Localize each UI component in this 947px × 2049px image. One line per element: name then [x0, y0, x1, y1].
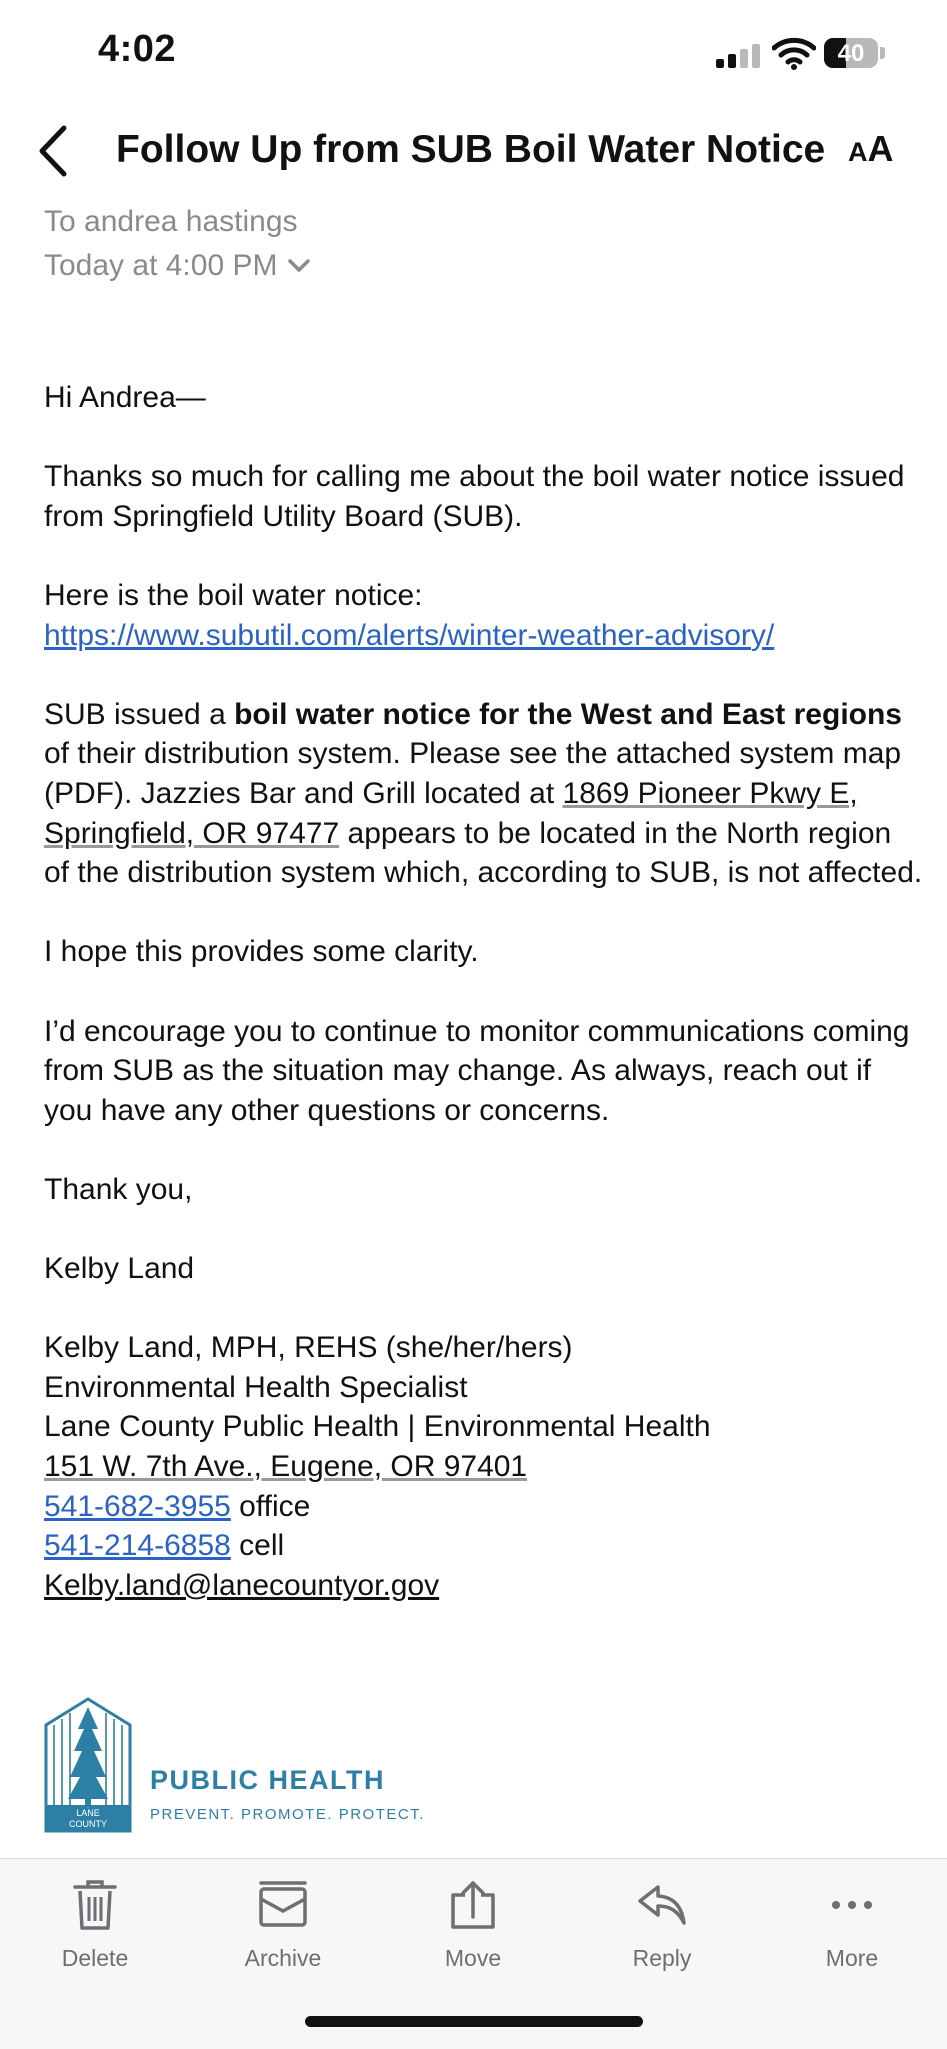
recipient-line[interactable]: To andrea hastings — [44, 205, 298, 238]
battery-tip — [880, 47, 885, 59]
battery-icon — [824, 38, 878, 68]
reply-arrow-icon — [636, 1879, 688, 1931]
signature-title: Environmental Health Specialist — [44, 1370, 468, 1404]
archive-label: Archive — [244, 1945, 322, 1971]
sender-name: Kelby Land — [44, 1252, 195, 1286]
logo-tagline: PREVENT. PROMOTE. PROTECT. — [150, 1806, 425, 1823]
delete-button[interactable] — [25, 1879, 165, 1972]
trash-icon — [71, 1879, 119, 1931]
greeting: Hi Andrea— — [44, 381, 206, 414]
paragraph-details — [44, 695, 924, 893]
archive-box-icon — [257, 1879, 309, 1931]
back-chevron-icon[interactable] — [36, 124, 72, 178]
more-button[interactable] — [782, 1879, 922, 1972]
delete-label: Delete — [61, 1945, 129, 1971]
battery-percent: 40 — [837, 40, 865, 67]
paragraph-clarity: I hope this provides some clarity. — [44, 935, 479, 969]
office-label: office — [230, 1489, 311, 1523]
more-label: More — [825, 1945, 879, 1971]
logo-badge-line1: LANE — [76, 1808, 100, 1818]
closing: Thank you, — [44, 1172, 193, 1206]
details-text-b: of their distribution system. Please see the attached system map (PDF). Jazzies Bar and Grill located at — [44, 737, 902, 810]
paragraph-encourage: I’d encourage you to continue to monitor communications coming from SUB as the situation may change. As always, reach out if you have any other questions or concerns. — [44, 1014, 910, 1127]
cellular-signal-icon — [716, 44, 760, 68]
notice-link[interactable]: https://www.subutil.com/alerts/winter-weather-advisory/ — [44, 618, 775, 652]
text-size-button[interactable] — [848, 128, 894, 170]
move-label: Move — [444, 1945, 502, 1971]
move-folder-icon — [447, 1879, 499, 1931]
signature-address-link[interactable]: 151 W. 7th Ave., Eugene, OR 97401 — [44, 1450, 528, 1484]
archive-button[interactable] — [213, 1879, 353, 1972]
email-address-link[interactable]: Kelby.land@lanecountyor.gov — [44, 1568, 440, 1602]
office-phone-link[interactable]: 541-682-3955 — [44, 1489, 231, 1523]
chevron-down-icon — [287, 258, 311, 274]
wifi-icon — [772, 36, 816, 70]
status-time: 4:02 — [98, 28, 177, 70]
email-subject: Follow Up from SUB Boil Water Notice — [116, 128, 826, 171]
cell-label: cell — [230, 1529, 285, 1563]
move-button[interactable] — [403, 1879, 543, 1972]
business-address-link[interactable]: 1869 Pioneer Pkwy E, Springfield, OR 97477 — [44, 776, 858, 850]
reply-button[interactable] — [592, 1879, 732, 1972]
details-text-c: appears to be located in the North region of the distribution system which, according to SUB, is not affected. — [44, 816, 923, 890]
logo-title: PUBLIC HEALTH — [150, 1765, 385, 1795]
date-line[interactable] — [44, 249, 311, 283]
reply-label: Reply — [632, 1945, 692, 1971]
more-dots-icon — [826, 1879, 878, 1931]
notice-lead: Here is the boil water notice: — [44, 578, 423, 612]
paragraph-notice — [44, 576, 924, 655]
text-size-small-glyph: A — [848, 137, 868, 167]
home-indicator[interactable] — [305, 2016, 643, 2027]
signature-block — [44, 1328, 924, 1605]
logo-badge-line2: COUNTY — [69, 1819, 107, 1829]
paragraph-thanks: Thanks so much for calling me about the boil water notice issued from Springfield Utility Board (SUB). — [44, 460, 905, 533]
details-bold: boil water notice for the West and East regions — [234, 697, 902, 731]
details-text-a: SUB issued a — [44, 697, 235, 731]
signature-name: Kelby Land, MPH, REHS (she/her/hers) — [44, 1331, 573, 1365]
text-size-big-glyph: A — [867, 128, 894, 169]
email-body — [44, 378, 924, 1605]
date-text: Today at 4:00 PM — [44, 249, 278, 282]
cell-phone-link[interactable]: 541-214-6858 — [44, 1529, 231, 1563]
signature-org: Lane County Public Health | Environmental Health — [44, 1410, 711, 1444]
